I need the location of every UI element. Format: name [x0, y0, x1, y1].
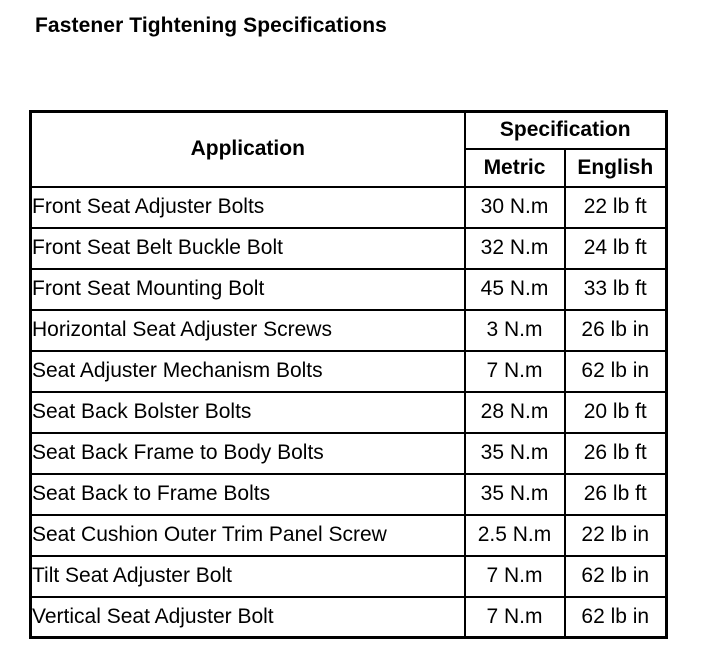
cell-metric: 45 N.m — [465, 269, 565, 310]
cell-application: Front Seat Adjuster Bolts — [31, 187, 465, 228]
table-header — [31, 112, 667, 187]
header-row-top — [31, 112, 667, 149]
cell-english: 33 lb ft — [565, 269, 667, 310]
cell-application: Horizontal Seat Adjuster Screws — [31, 310, 465, 351]
cell-english: 20 lb ft — [565, 392, 667, 433]
cell-metric: 7 N.m — [465, 556, 565, 597]
cell-metric: 32 N.m — [465, 228, 565, 269]
cell-application: Seat Back Frame to Body Bolts — [31, 433, 465, 474]
cell-metric: 3 N.m — [465, 310, 565, 351]
column-header-application: Application — [31, 112, 465, 187]
cell-metric: 35 N.m — [465, 433, 565, 474]
table-row — [31, 433, 667, 474]
cell-metric: 35 N.m — [465, 474, 565, 515]
cell-application: Vertical Seat Adjuster Bolt — [31, 597, 465, 638]
cell-english: 22 lb ft — [565, 187, 667, 228]
cell-english: 26 lb in — [565, 310, 667, 351]
cell-english: 26 lb ft — [565, 474, 667, 515]
cell-english: 62 lb in — [565, 597, 667, 638]
table-row — [31, 187, 667, 228]
table-row — [31, 474, 667, 515]
cell-application: Seat Back to Frame Bolts — [31, 474, 465, 515]
cell-metric: 7 N.m — [465, 597, 565, 638]
cell-english: 62 lb in — [565, 556, 667, 597]
table-row — [31, 392, 667, 433]
cell-metric: 2.5 N.m — [465, 515, 565, 556]
cell-metric: 7 N.m — [465, 351, 565, 392]
table-row — [31, 351, 667, 392]
cell-application: Seat Cushion Outer Trim Panel Screw — [31, 515, 465, 556]
table-row — [31, 556, 667, 597]
cell-application: Seat Back Bolster Bolts — [31, 392, 465, 433]
column-header-english: English — [565, 149, 667, 187]
cell-english: 24 lb ft — [565, 228, 667, 269]
table-row — [31, 597, 667, 638]
cell-application: Tilt Seat Adjuster Bolt — [31, 556, 465, 597]
column-header-metric: Metric — [465, 149, 565, 187]
table-row — [31, 310, 667, 351]
cell-application: Front Seat Belt Buckle Bolt — [31, 228, 465, 269]
table-row — [31, 269, 667, 310]
cell-english: 62 lb in — [565, 351, 667, 392]
cell-metric: 28 N.m — [465, 392, 565, 433]
document-title: Fastener Tightening Specifications — [35, 14, 387, 37]
cell-english: 26 lb ft — [565, 433, 667, 474]
fastener-spec-table — [29, 110, 668, 639]
cell-application: Front Seat Mounting Bolt — [31, 269, 465, 310]
table-row — [31, 228, 667, 269]
cell-metric: 30 N.m — [465, 187, 565, 228]
column-header-specification: Specification — [465, 112, 667, 149]
cell-application: Seat Adjuster Mechanism Bolts — [31, 351, 465, 392]
cell-english: 22 lb in — [565, 515, 667, 556]
table-body — [31, 187, 667, 638]
table-row — [31, 515, 667, 556]
